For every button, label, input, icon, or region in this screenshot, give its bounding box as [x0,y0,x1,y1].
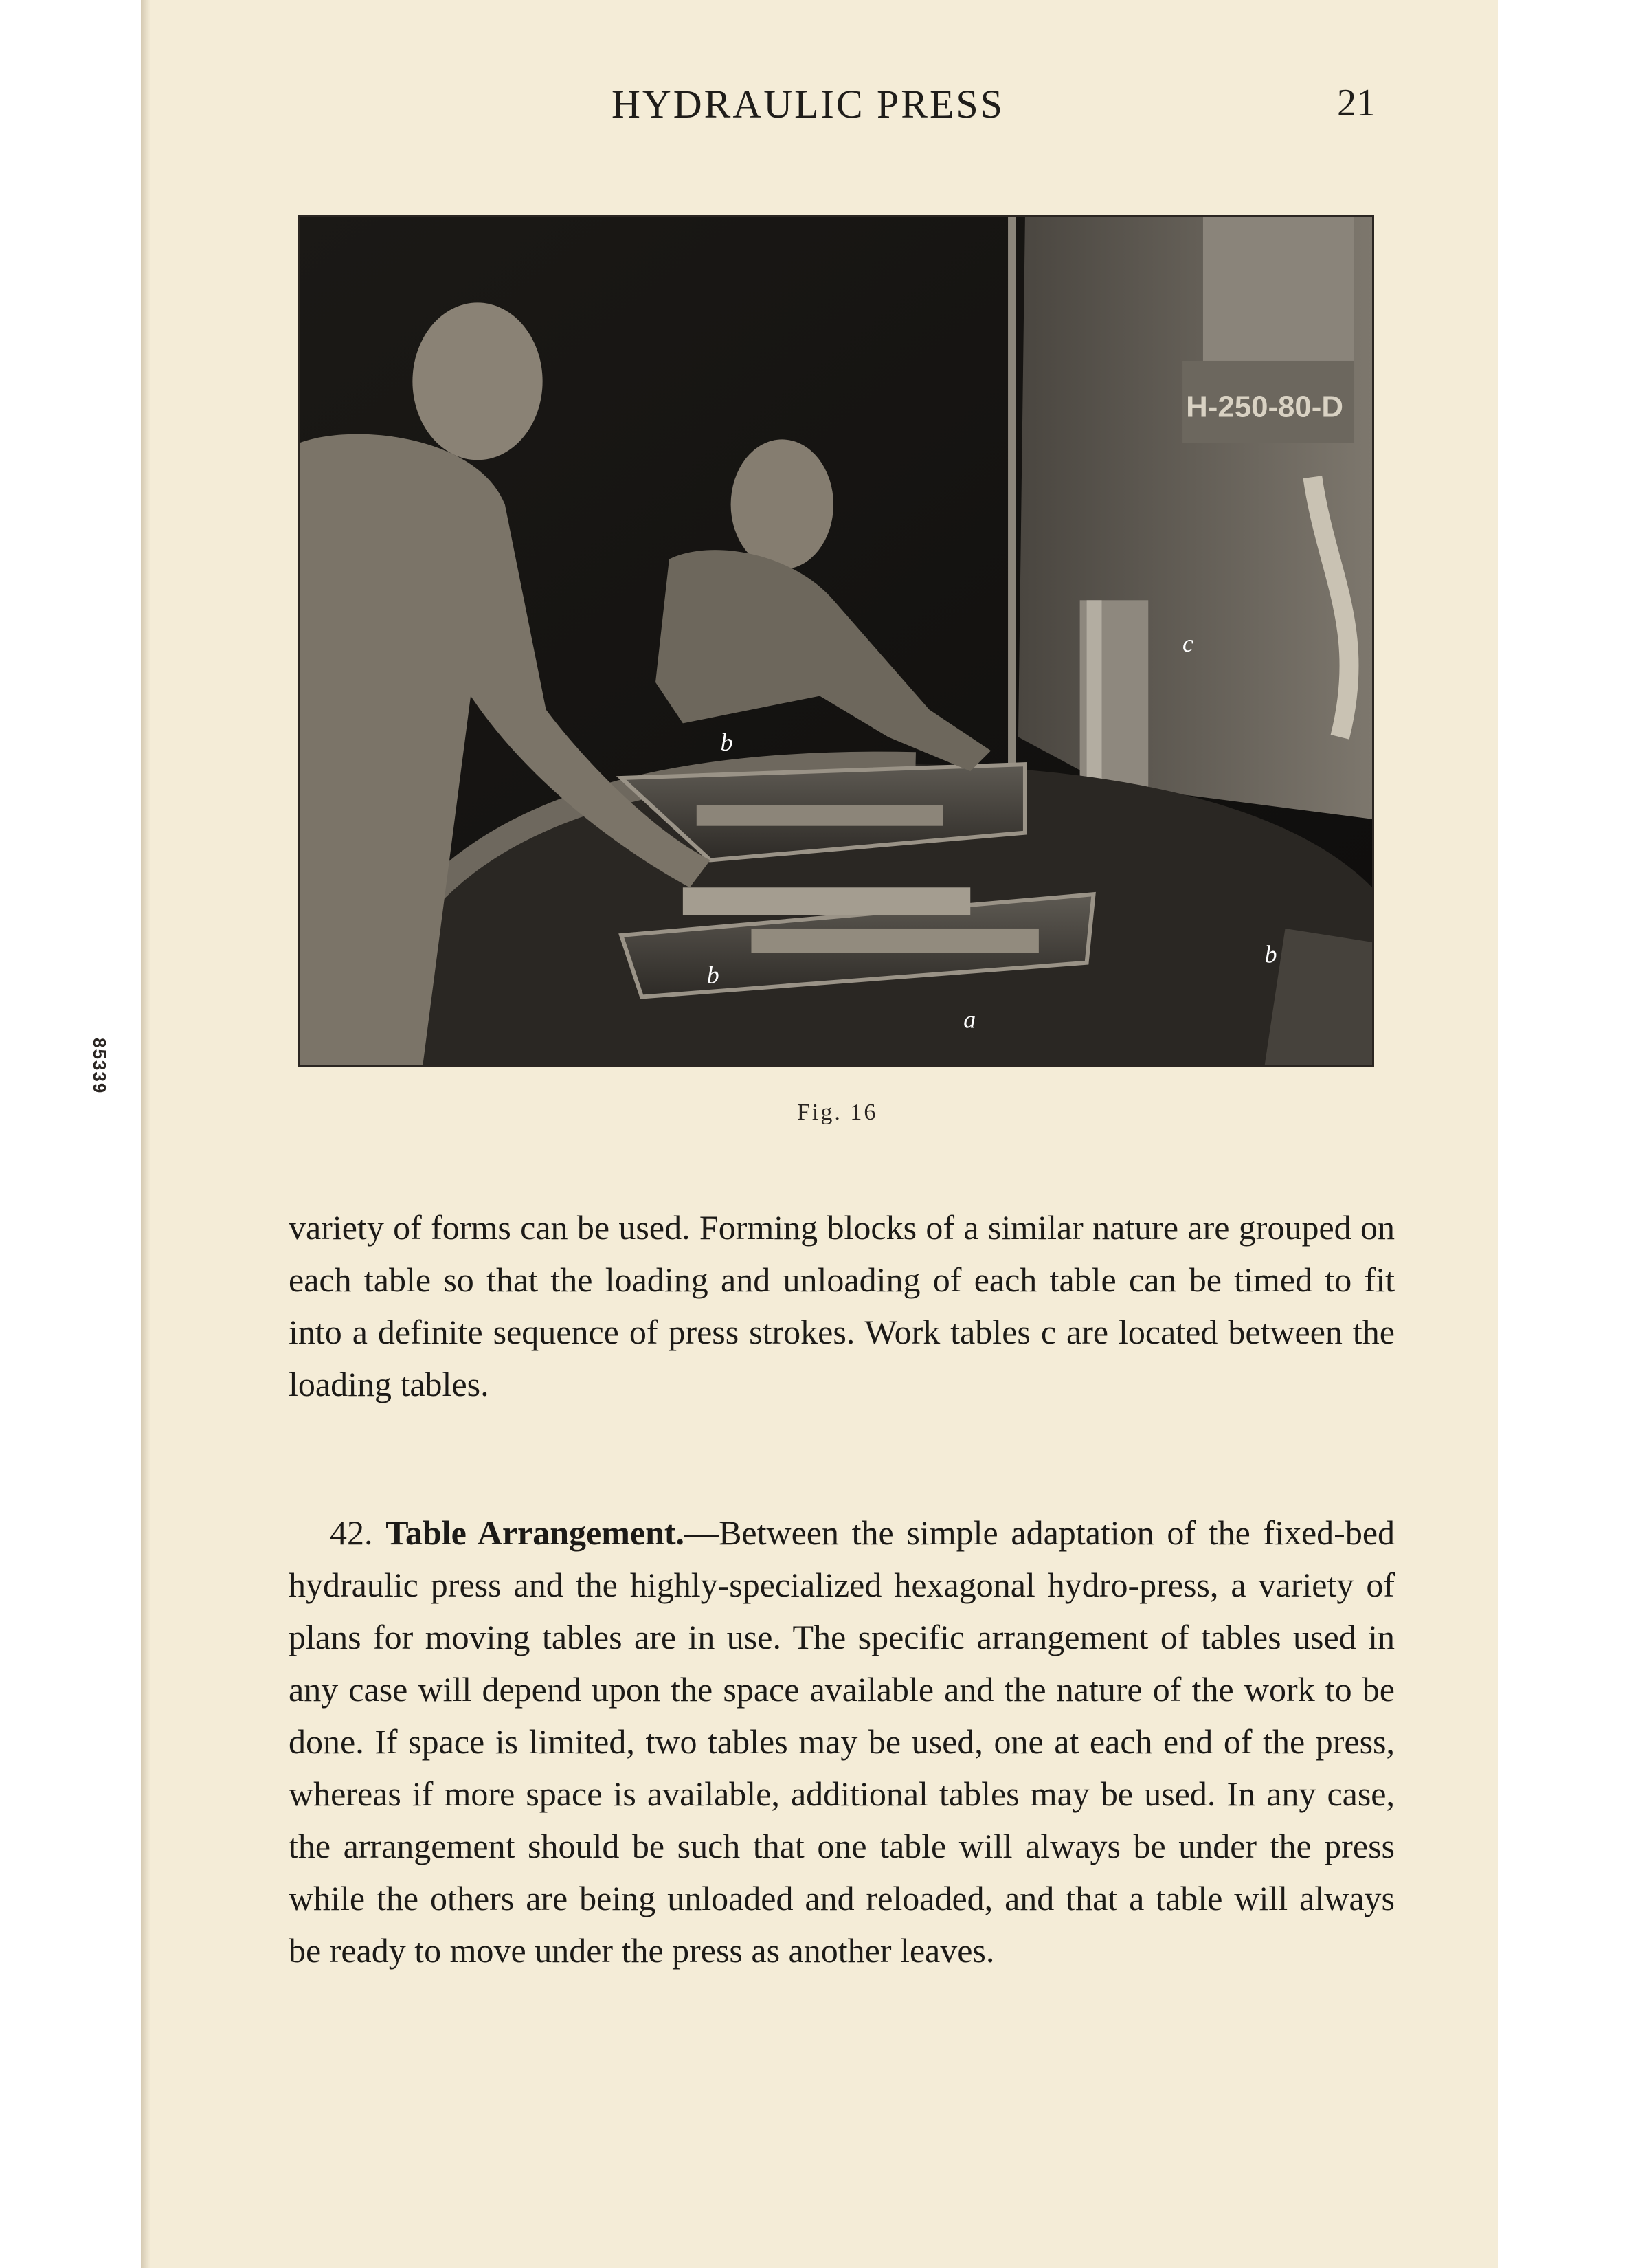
label-b-lower: b [706,961,719,989]
section-title: Table Arrangement. [385,1513,685,1552]
label-c: c [1182,629,1193,657]
paragraph-continuation [289,1201,1395,1410]
section-text: —Between the simple adaptation of the fixed-bed hydraulic press and the highly-specialized hexagonal hydro-press, a variety of plans for moving tables are in use. The specific arrangement of tables used in any case will depend upon the space available and the nature of the work to be done. If space is limited, two tables may be used, one at each end of the press, whereas if more space is available, additional tables may be used. In any case, the arrangement should be such that one table will always be under the press while the others are being unloaded and reloaded, and that a table will always be ready to move under the press as another leaves. [289,1513,1395,1970]
page-gutter-shadow [141,0,150,2268]
forming-block [683,887,970,915]
press-model-text: H-250-80-D [1186,390,1344,424]
section-number: 42. [330,1513,373,1552]
worker-2-head [731,439,833,569]
label-a: a [963,1005,976,1034]
label-b-upper: b [720,729,733,757]
page-header [0,81,1649,136]
section-paragraph [289,1507,1395,1977]
paragraph-text: variety of forms can be used. Forming blocks of a similar nature are grouped on each table so that the loading and unloading of each table can be timed to fit into a definite sequence of press strokes. Work tables c are located between the loading tables. [289,1208,1395,1403]
forming-block [751,929,1038,953]
section-42 [289,1507,1395,1977]
press-photo-illustration [300,217,1372,1065]
guide-rod [1008,217,1016,833]
running-head: HYDRAULIC PRESS [612,82,1005,126]
figure-caption: Fig. 16 [797,1100,878,1125]
label-b-right: b [1264,940,1277,968]
worker-1-head [412,302,542,460]
forming-block [697,805,943,826]
figure-photograph [298,215,1374,1067]
side-stamp-number: 85339 [89,1038,110,1095]
press-nameplate [1203,217,1354,361]
page-number: 21 [1337,82,1376,124]
